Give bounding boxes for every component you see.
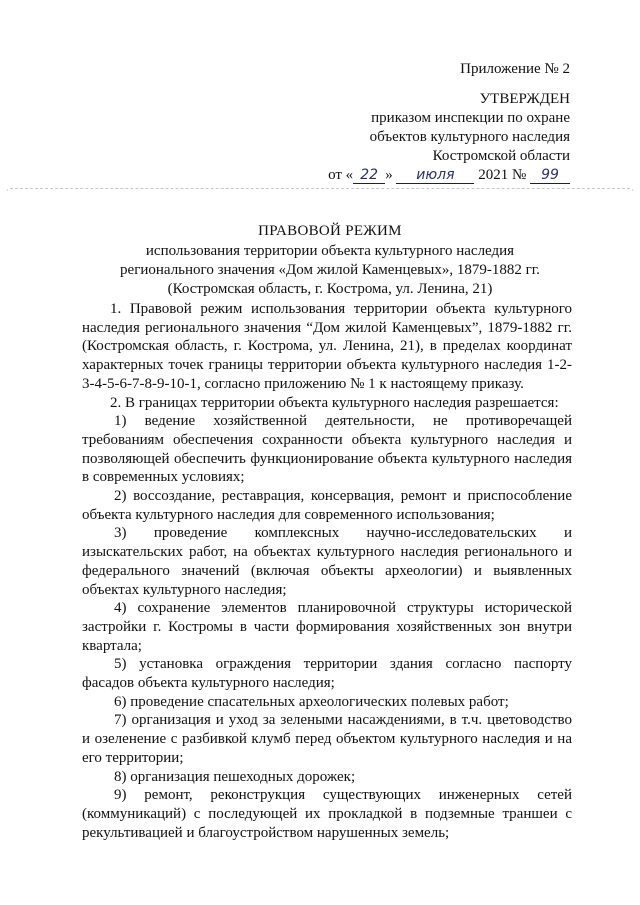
- order-date-line: [328, 166, 570, 185]
- list-item: 5) установка ограждения территории здания согласно паспорту фасадов объекта культурного наследия;: [82, 656, 572, 692]
- approval-line-2: объектов культурного наследия: [369, 129, 570, 145]
- list-item: 8) организация пешеходных дорожек;: [114, 768, 356, 785]
- date-month-field: [396, 168, 474, 184]
- date-mid: »: [385, 167, 393, 183]
- document-body: [82, 300, 572, 842]
- order-number-field: [530, 168, 570, 184]
- approval-block: [328, 60, 570, 185]
- list-item: 7) организация и уход за зелеными насаждениями, в т.ч. цветоводство и озеленение с разбивкой клумб перед объектом культурного наследия и на его территории;: [82, 712, 572, 766]
- paragraph-2: 2. В границах территории объекта культурного наследия разрешается:: [110, 394, 559, 411]
- approved-label: УТВЕРЖДЕН: [479, 91, 570, 107]
- title-line-3: (Костромская область, г. Кострома, ул. Ленина, 21): [167, 281, 493, 297]
- document-title: ПРАВОВОЙ РЕЖИМ: [258, 223, 402, 239]
- list-item: 1) ведение хозяйственной деятельности, не противоречащей требованиям обеспечения сохранности объекта культурного наследия и позволяющей обеспечить функционирование объекта культурного наследия в современных условиях;: [82, 413, 572, 486]
- date-month-handwritten: июля: [416, 167, 455, 183]
- list-item: 2) воссоздание, реставрация, консервация, ремонт и приспособление объекта культурного наследия для современного использования;: [82, 488, 572, 523]
- document-title-block: [70, 222, 590, 299]
- list-item: 4) сохранение элементов планировочной структуры исторической застройки г. Костромы в части формирования хозяйственных зон внутри квартала;: [82, 600, 572, 654]
- title-line-1: использования территории объекта культурного наследия: [145, 243, 515, 259]
- title-line-2: регионального значения «Дом жилой Каменцевых», 1879-1882 гг.: [120, 262, 540, 278]
- list-item: 9) ремонт, реконструкция существующих инженерных сетей (коммуникаций) с последующей их прокладкой в подземные траншеи с рекультивацией и благоустройством нарушенных земель;: [82, 787, 572, 841]
- right-edge-mark: ·: [631, 186, 634, 195]
- date-day-field: [353, 168, 385, 184]
- paragraph-1: 1. Правовой режим использования территории объекта культурного наследия регионального значения “Дом жилой Каменцевых”, 1879-1882 гг. (Костромская область, г. Кострома, ул. Ленина, 21), в пределах координат характерных точек границы территории объекта культурного наследия 1-2-3-4-5-6-7-8-9-10-1, согласно приложению № 1 к настоящему приказу.: [82, 301, 572, 392]
- left-edge-mark: ·: [6, 186, 9, 195]
- order-number-handwritten: 99: [541, 167, 559, 183]
- date-prefix: от «: [328, 167, 354, 183]
- approval-line-3: Костромской области: [432, 148, 570, 164]
- list-item: 3) проведение комплексных научно-исследовательских и изыскательских работ, на объектах культурного наследия регионального и федерального значений (включая объекты археологии) и выявленных объектах культурного наследия;: [82, 525, 572, 598]
- page-fold-divider: [10, 188, 630, 189]
- date-day-handwritten: 22: [360, 167, 379, 183]
- date-year: 2021 №: [478, 167, 527, 183]
- list-item: 6) проведение спасательных археологических полевых работ;: [114, 693, 509, 710]
- approval-line-1: приказом инспекции по охране: [371, 110, 570, 126]
- appendix-label: Приложение № 2: [460, 61, 570, 77]
